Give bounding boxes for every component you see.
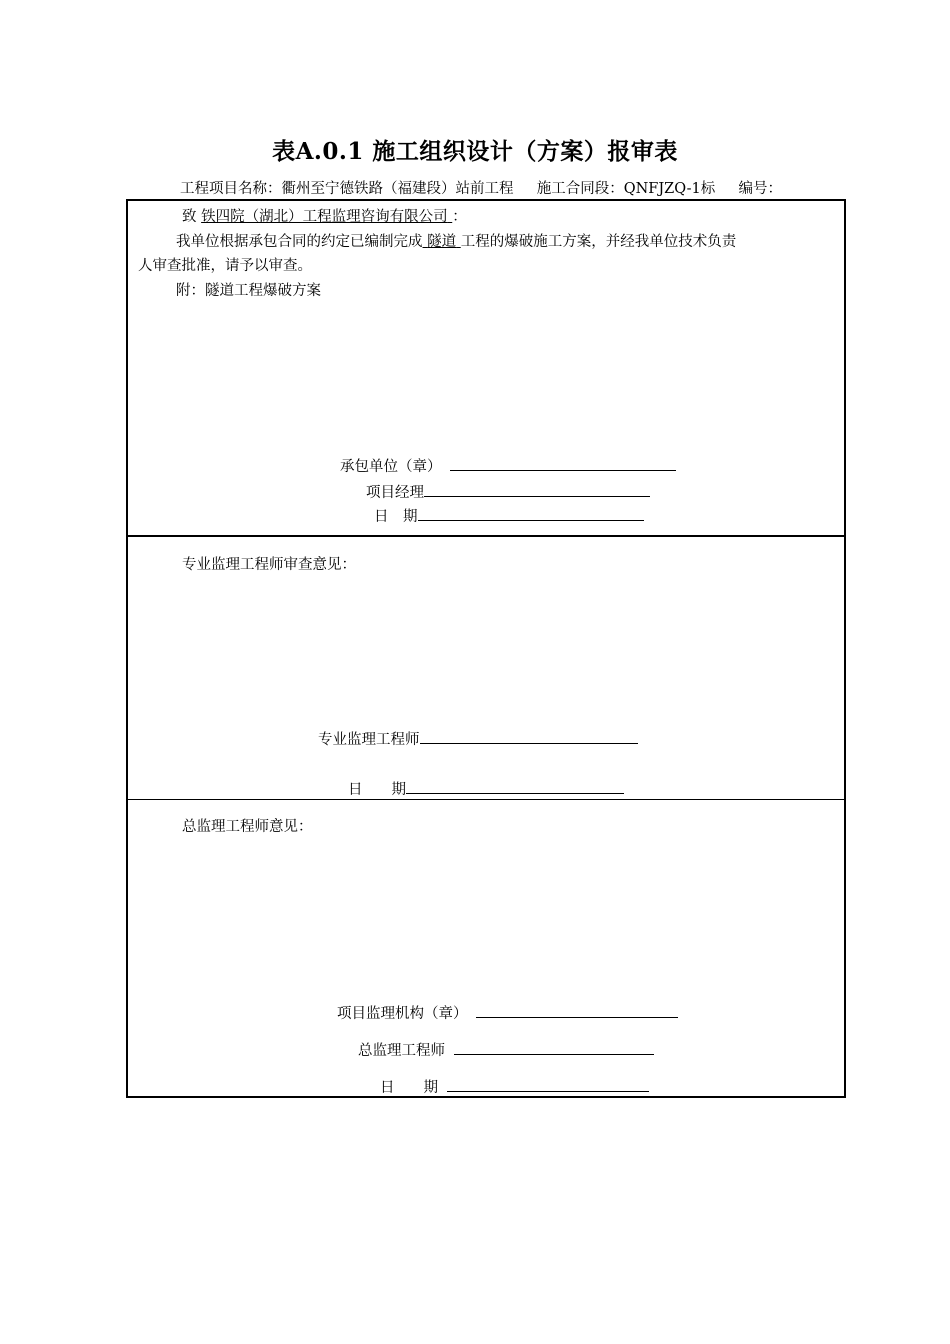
form-title: 表A.0.1 施工组织设计（方案）报审表 bbox=[272, 138, 678, 165]
engineer-signature-label: 专业监理工程师 bbox=[318, 732, 420, 748]
submission-date-blank[interactable] bbox=[418, 505, 644, 521]
submission-section bbox=[128, 201, 844, 537]
engineer-signature-row bbox=[318, 728, 638, 750]
supervision-org-label: 项目监理机构（章） bbox=[337, 1006, 468, 1022]
number-label: 编号： bbox=[738, 181, 783, 197]
submission-body-line2: 人审查批准，请予以审查。 bbox=[138, 258, 312, 274]
addressee-suffix: ： bbox=[452, 209, 467, 225]
contractor-seal-row bbox=[340, 455, 676, 477]
engineer-signature-blank[interactable] bbox=[420, 728, 638, 744]
project-name-label: 工程项目名称： bbox=[180, 181, 282, 197]
contractor-seal-label: 承包单位（章） bbox=[340, 459, 442, 475]
contract-section-label: 施工合同段： bbox=[536, 181, 624, 197]
form-table bbox=[126, 199, 846, 1098]
addressee-prefix: 致 bbox=[182, 209, 197, 225]
submission-date-row bbox=[374, 505, 644, 527]
chief-engineer-label: 总监理工程师 bbox=[358, 1043, 445, 1059]
supervision-org-row bbox=[337, 1002, 678, 1024]
engineer-date-row bbox=[348, 778, 624, 800]
contractor-seal-blank[interactable] bbox=[450, 455, 676, 471]
engineer-opinion-label: 专业监理工程师审查意见： bbox=[182, 557, 356, 573]
submission-date-label: 日 期 bbox=[374, 509, 418, 525]
submission-body-line1: 我单位根据承包合同的约定已编制完成 隧道 工程的爆破施工方案，并经我单位技术负责 bbox=[176, 234, 737, 250]
chief-date-label: 日 期 bbox=[380, 1080, 438, 1096]
chief-date-row bbox=[380, 1076, 649, 1098]
chief-opinion-label: 总监理工程师意见： bbox=[182, 819, 313, 835]
engineer-date-label: 日 期 bbox=[348, 782, 406, 798]
project-manager-label: 项目经理 bbox=[366, 485, 424, 501]
engineer-date-blank[interactable] bbox=[406, 778, 624, 794]
engineer-review-section bbox=[128, 537, 844, 800]
project-manager-blank[interactable] bbox=[424, 481, 650, 497]
project-name-value: 衢州至宁德铁路（福建段）站前工程 bbox=[281, 181, 514, 197]
chief-engineer-blank[interactable] bbox=[454, 1039, 654, 1055]
project-manager-row bbox=[366, 481, 650, 503]
chief-engineer-row bbox=[358, 1039, 654, 1061]
chief-date-blank[interactable] bbox=[447, 1076, 649, 1092]
project-info-line bbox=[180, 177, 782, 198]
work-type-value: 隧道 bbox=[427, 234, 457, 250]
attachment-line: 附：隧道工程爆破方案 bbox=[176, 283, 321, 299]
chief-review-section bbox=[128, 800, 844, 1098]
addressee-value: 铁四院（湖北）工程监理咨询有限公司 bbox=[201, 209, 448, 225]
supervision-org-blank[interactable] bbox=[476, 1002, 678, 1018]
contract-section-value: QNFJZQ-1标 bbox=[623, 181, 716, 197]
addressee-line bbox=[182, 207, 467, 227]
